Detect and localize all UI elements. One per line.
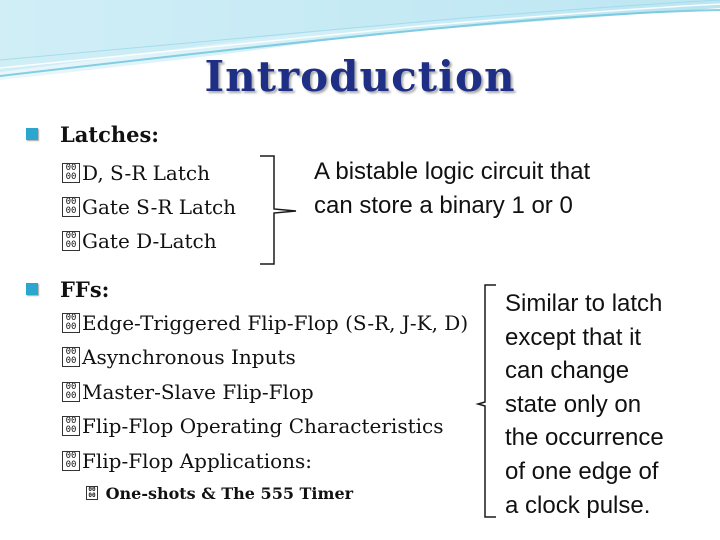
ffs-bracket xyxy=(482,284,498,520)
ff-list-item xyxy=(62,449,312,473)
ff-item-label: Edge-Triggered Flip-Flop (S-R, J-K, D) xyxy=(82,311,469,335)
missing-glyph-icon: 00 00 xyxy=(62,231,80,251)
missing-glyph-icon: 00 00 xyxy=(62,382,80,402)
missing-glyph-icon: 00 00 xyxy=(62,313,80,333)
ff-list-item xyxy=(62,345,296,369)
ff-sub-item xyxy=(86,484,353,503)
missing-glyph-icon: 00 00 xyxy=(62,163,80,183)
ff-item-label: Master-Slave Flip-Flop xyxy=(82,380,314,404)
square-bullet-icon xyxy=(26,283,38,295)
ff-note-line: can change xyxy=(505,357,630,385)
ffs-heading: FFs: xyxy=(60,277,110,302)
ff-item-label: Flip-Flop Operating Characteristics xyxy=(82,414,444,438)
missing-glyph-icon: 00 00 xyxy=(62,416,80,436)
latch-list-item xyxy=(62,229,217,253)
latch-item-label: D, S-R Latch xyxy=(82,161,210,185)
page-title: Introduction xyxy=(204,52,516,101)
square-bullet-icon xyxy=(26,128,38,140)
ff-list-item xyxy=(62,380,314,404)
latches-heading: Latches: xyxy=(60,122,160,147)
ff-note-line: a clock pulse. xyxy=(505,491,651,519)
latch-item-label: Gate D-Latch xyxy=(82,229,217,253)
ff-note xyxy=(505,287,664,522)
ff-list-item xyxy=(62,414,443,438)
latch-list-item xyxy=(62,161,210,185)
missing-glyph-icon: 00 00 xyxy=(62,451,80,471)
ff-note-line: except that it xyxy=(505,323,642,351)
ff-note-line: of one edge of xyxy=(505,457,659,485)
missing-glyph-icon: 00 00 xyxy=(62,197,80,217)
ff-note-line: Similar to latch xyxy=(505,290,663,317)
ff-note-line: state only on xyxy=(505,390,642,418)
missing-glyph-icon: 00 00 xyxy=(86,486,98,500)
latch-list-item xyxy=(62,195,236,219)
ff-note-line: the occurrence xyxy=(505,424,664,452)
ff-list-item xyxy=(62,311,468,335)
ff-item-label: Flip-Flop Applications: xyxy=(82,449,313,473)
latch-note-line: can store a binary 1 or 0 xyxy=(314,192,573,219)
latch-note-line: A bistable logic circuit that xyxy=(314,158,591,185)
ff-item-label: Asynchronous Inputs xyxy=(82,345,296,369)
ff-sub-item-label: One-shots & The 555 Timer xyxy=(105,484,354,503)
missing-glyph-icon: 00 00 xyxy=(62,347,80,367)
latch-item-label: Gate S-R Latch xyxy=(82,195,237,219)
latches-bracket xyxy=(258,155,298,267)
